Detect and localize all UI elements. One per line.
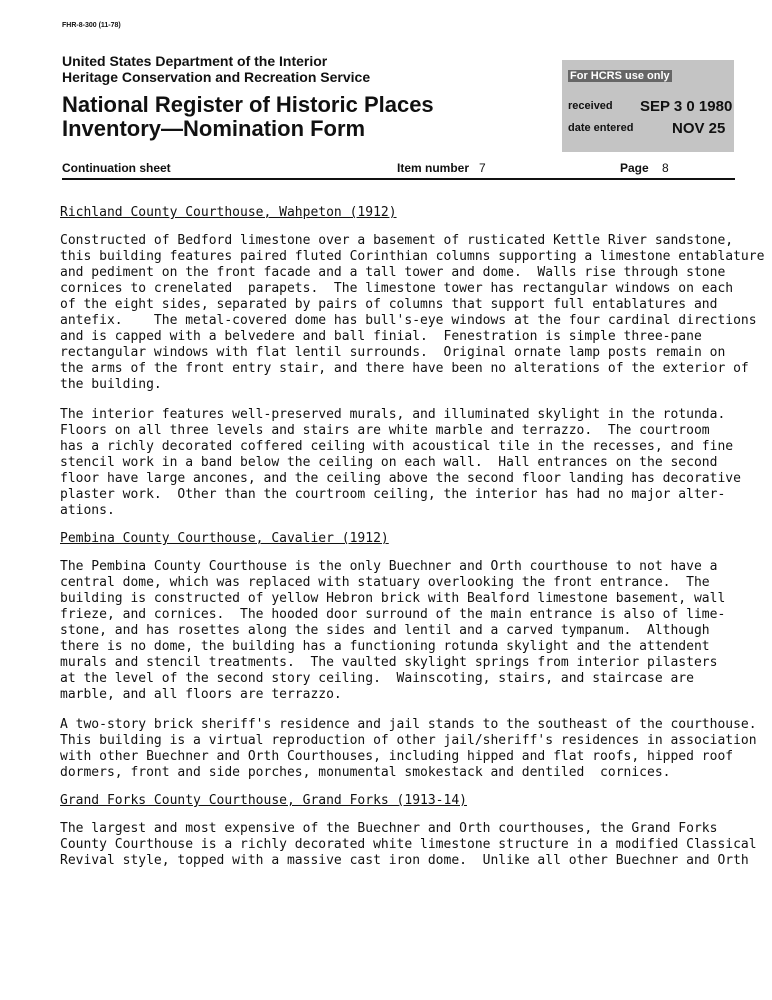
received-label: received	[568, 100, 613, 112]
agency-line-1: United States Department of the Interior	[62, 53, 328, 69]
form-code: FHR-8-300 (11-78)	[62, 22, 121, 29]
paragraph-pembina-building: The Pembina County Courthouse is the only Buechner and Orth courthouse to not have a central dome, which was replaced with statuary overlooking the front entrance. The building is constructed of yellow Hebron brick with Bealford limestone basement, wall frieze, and cornices. The hooded door surround of the main entrance is also of lime- stone, and has rosettes along the sides and lentil and a carved tympanum. Although there is no dome, the building has a functioning rotunda skylight and the attendent murals and stencil treatments. The vaulted skylight springs from interior pilasters at the level of the second story ceiling. Wainscoting, stairs, and staircase are marble, and all floors are terrazzo.	[60, 559, 726, 702]
document-body	[60, 205, 765, 869]
item-number	[397, 161, 486, 175]
agency-line-2: Heritage Conservation and Recreation Service	[62, 69, 371, 85]
section-heading-grand-forks: Grand Forks County Courthouse, Grand Forks (1913-14)	[60, 793, 467, 808]
hcrs-use-stamp	[562, 60, 734, 152]
paragraph-grand-forks: The largest and most expensive of the Buechner and Orth courthouses, the Grand Forks County Courthouse is a richly decorated white limestone structure in a modified Classical Revival style, topped with a massive cast iron dome. Unlike all other Buechner and Orth	[60, 821, 757, 868]
header-rule	[62, 178, 735, 180]
agency-name	[62, 53, 370, 85]
page-number	[620, 161, 669, 175]
stamp-heading: For HCRS use only	[570, 70, 670, 82]
page-label: Page	[620, 161, 649, 175]
form-title	[62, 93, 434, 141]
section-heading-pembina: Pembina County Courthouse, Cavalier (1912)	[60, 531, 389, 546]
item-number-label: Item number	[397, 161, 470, 175]
continuation-sheet-label: Continuation sheet	[62, 161, 171, 175]
paragraph-richland-interior: The interior features well-preserved murals, and illuminated skylight in the rotunda. Floors on all three levels and stairs are white marble and terrazzo. The courtroom has a richly decorated coffered ceiling with acoustical tile in the recesses, and fine stencil work in a band below the ceiling on each wall. Hall entrances on the second floor have large ancones, and the ceiling above the second floor landing has decorative plaster work. Other than the courtroom ceiling, the interior has had no major alter- ations.	[60, 407, 741, 518]
title-line-1: National Register of Historic Places	[62, 92, 434, 117]
date-entered-label: date entered	[568, 122, 634, 134]
paragraph-richland-exterior: Constructed of Bedford limestone over a basement of rusticated Kettle River sandstone, this building features paired fluted Corinthian columns supporting a limestone entablature and pediment on the front facade and a tall tower and dome. Walls rise through stone cornices to crenelated parapets. The limestone tower has rectangular windows on each of the eight sides, separated by pairs of columns that support full entablatures and antefix. The metal-covered dome has bull's-eye windows at the four cardinal directions and is capped with a belvedere and ball finial. Fenestration is simple three-pane rectangular windows with flat lentil surrounds. Original ornate lamp posts remain on the arms of the front entry stair, and there have been no alterations of the exterior of the building.	[60, 233, 765, 392]
page-value: 8	[662, 161, 669, 175]
received-date: SEP 3 0 1980	[640, 98, 733, 115]
paragraph-pembina-jail: A two-story brick sheriff's residence and jail stands to the southeast of the courthouse. This building is a virtual reproduction of other jail/sheriff's residences in association with other Buechner and Orth Courthouses, including hipped and flat roofs, hipped roof dormers, front and side porches, monumental smokestack and dentiled cornices.	[60, 717, 757, 780]
item-number-value: 7	[479, 161, 486, 175]
title-line-2: Inventory—Nomination Form	[62, 116, 366, 141]
section-heading-richland: Richland County Courthouse, Wahpeton (1912)	[60, 205, 397, 220]
date-entered-value: NOV 25	[672, 120, 726, 137]
